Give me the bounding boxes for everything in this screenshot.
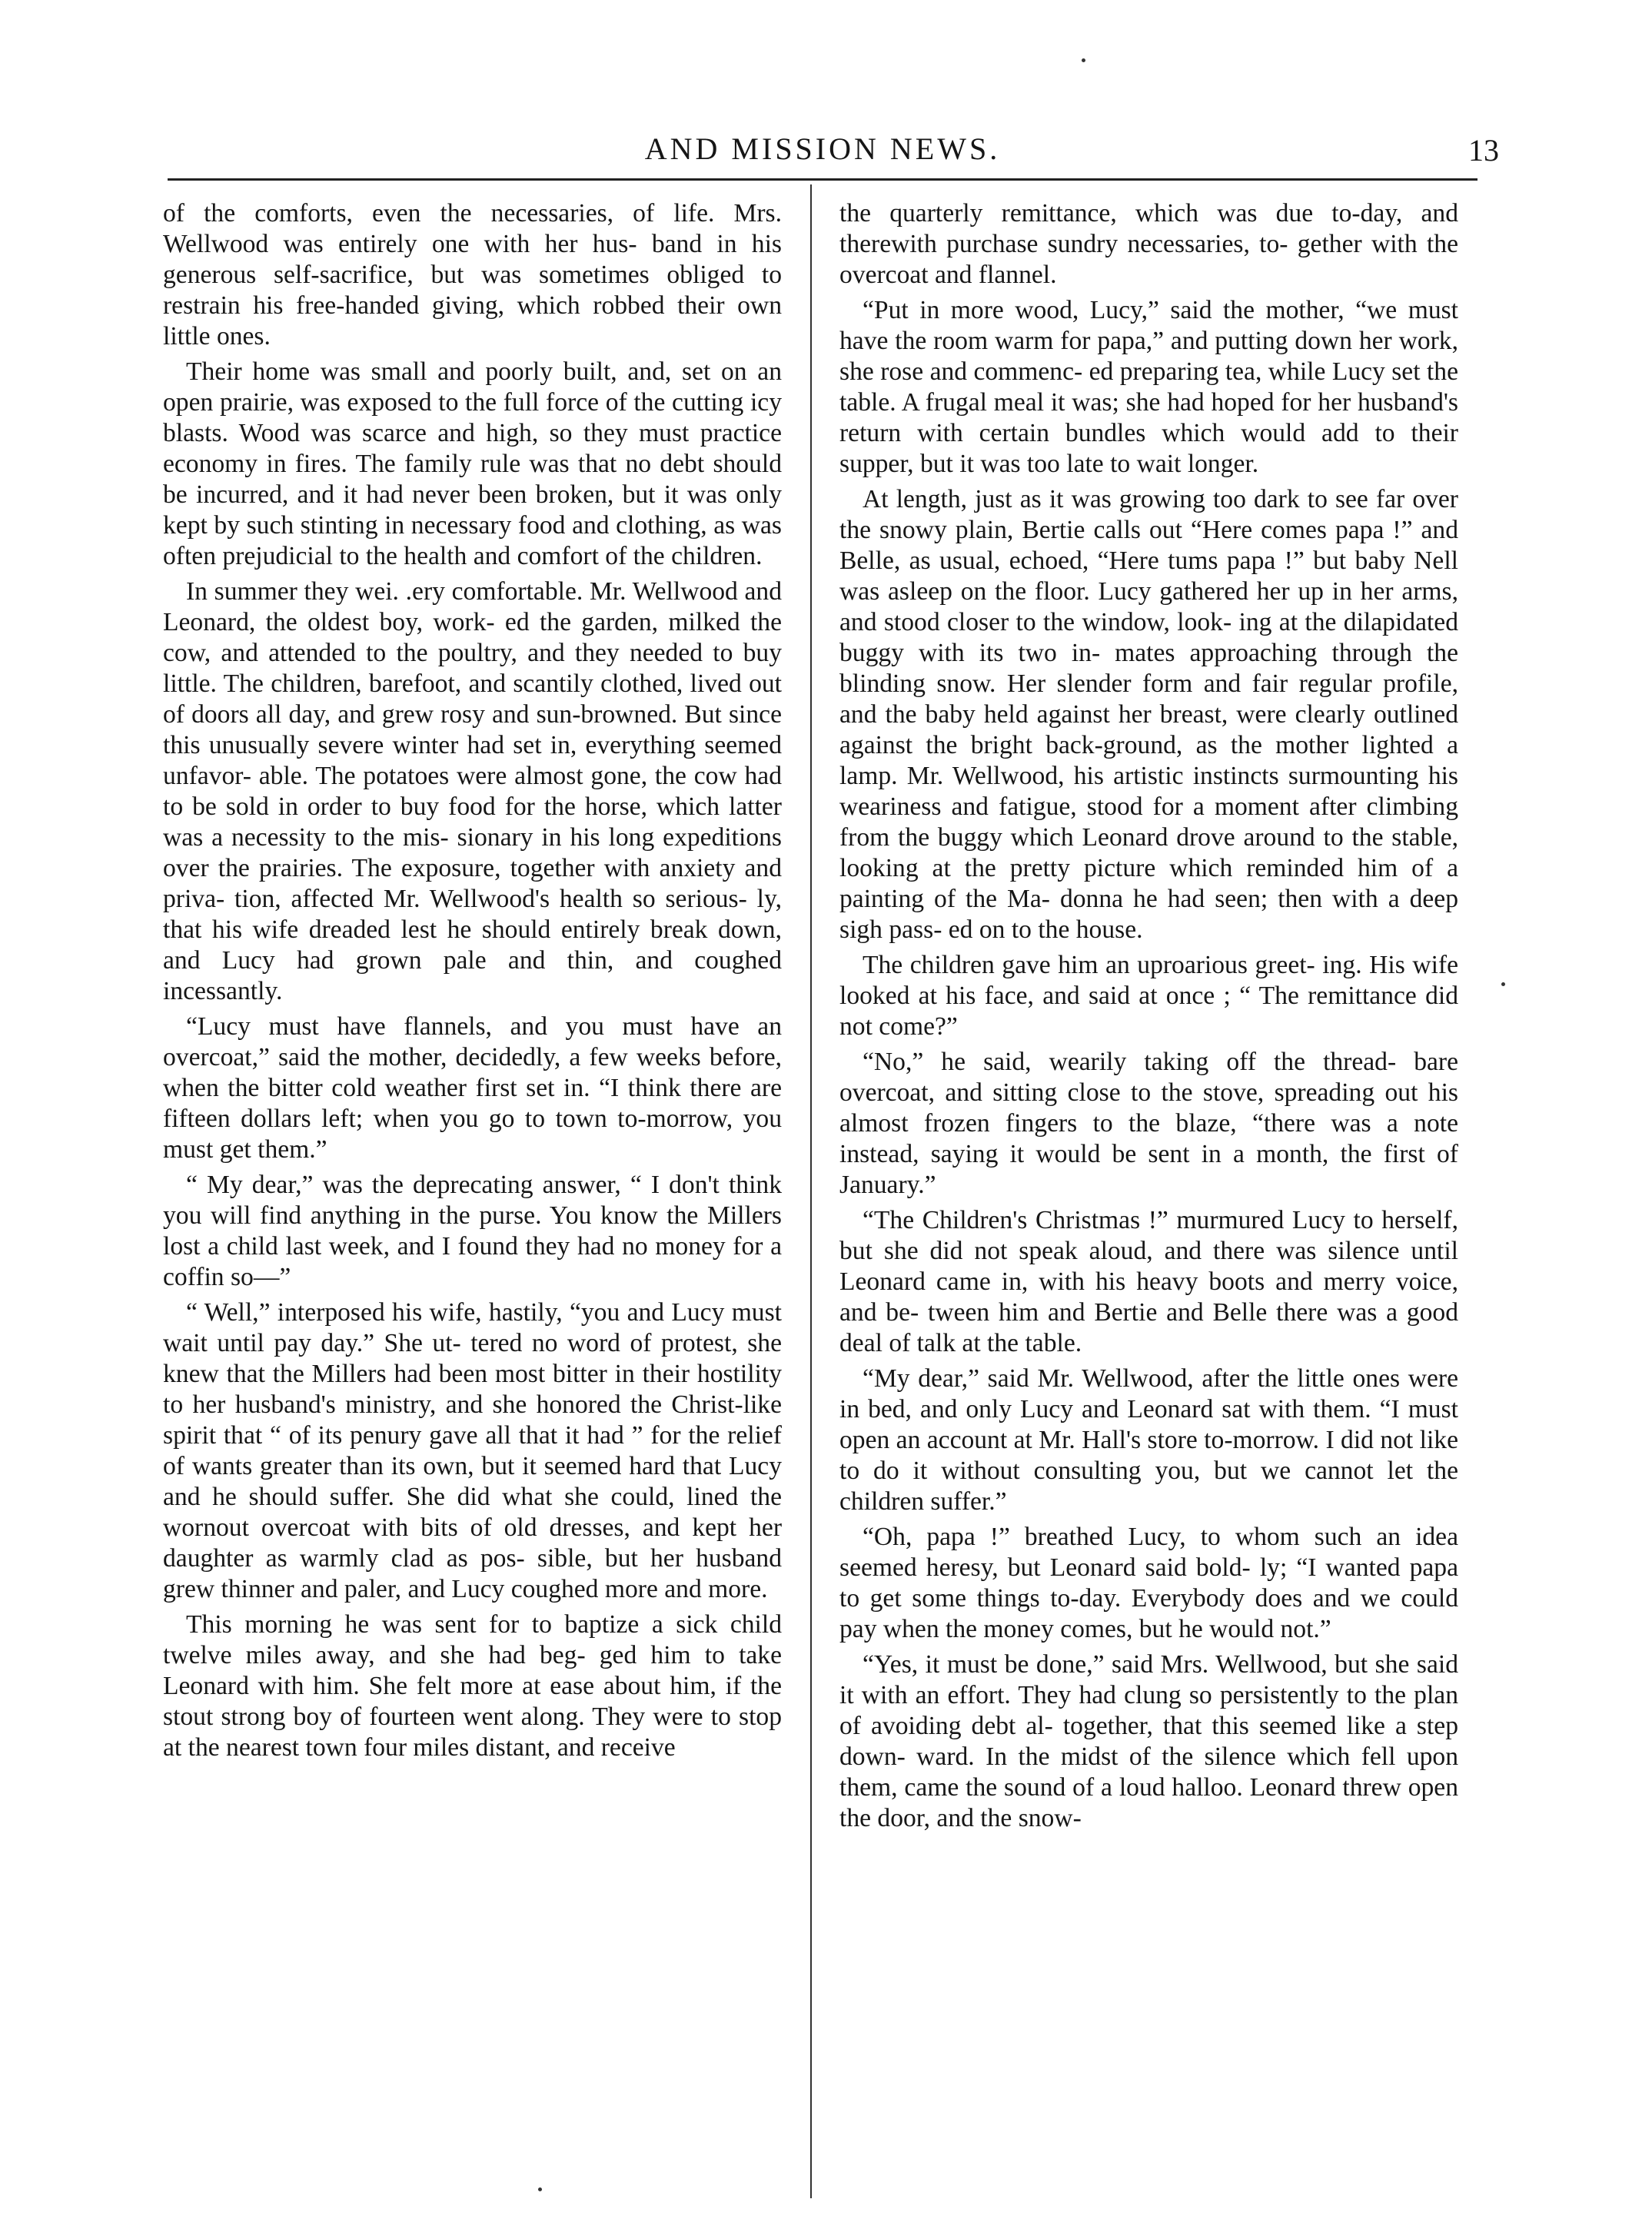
print-speck: [1082, 58, 1085, 62]
paragraph: In summer they wei. .ery comfortable. Mr. Wellwood and Leonard, the oldest boy, work- ed the garden, milked the cow, and attended to the poultry, and they needed to buy little. The children, barefoot, and scantily clothed, lived out of doors all day, and grew rosy and sun-browned. But since this unusually severe winter had set in, everything seemed unfavor- able. The potatoes were almost gone, the cow had to be sold in order to buy food for the horse, which latter was a necessity to the mis- sionary in his long expeditions over the prairies. The exposure, together with anxiety and priva- tion, affected Mr. Wellwood's health so serious- ly, that his wife dreaded lest he should entirely break down, and Lucy had grown pale and thin, and coughed incessantly.: [163, 577, 782, 1005]
header-title: AND MISSION NEWS.: [644, 131, 1001, 166]
paragraph: the quarterly remittance, which was due to-day, and therewith purchase sundry necessaries, to- gether with the overcoat and flannel.: [839, 199, 1458, 289]
paragraph: “Yes, it must be done,” said Mrs. Wellwood, but she said it with an effort. They had clung so persistently to the plan of avoiding debt al- together, that this seemed like a step down- ward. In the midst of the silence which fell upon them, came the sound of a loud halloo. Leonard threw open the door, and the snow-: [839, 1650, 1458, 1832]
header-rule: [168, 178, 1477, 181]
paragraph: “Oh, papa !” breathed Lucy, to whom such an idea seemed heresy, but Leonard said bold- ly; “I wanted papa to get some things to-day. Everybody does and we could pay when the money comes, but he would not.”: [839, 1523, 1458, 1643]
paragraph: “ Well,” interposed his wife, hastily, “you and Lucy must wait until pay day.” She ut- tered no word of protest, she knew that the Millers had been most bitter in their hostility to her husband's ministry, and she honored the Christ-like spirit that “ of its penury gave all that it had ” for the relief of wants greater than its own, but it seemed hard that Lucy and he should suffer. She did what she could, lined the wornout overcoat with bits of old dresses, and kept her daughter as warmly clad as pos- sible, but her husband grew thinner and paler, and Lucy coughed more and more.: [163, 1298, 782, 1603]
paragraph: “No,” he said, wearily taking off the thread- bare overcoat, and sitting close to the stove, spreading out his almost frozen fingers to the blaze, “there was a note instead, saying it would be sent in a month, the first of January.”: [839, 1048, 1458, 1199]
paragraph: This morning he was sent for to baptize a sick child twelve miles away, and she had beg- ged him to take Leonard with him. She felt more at ease about him, if the stout strong boy of fourteen went along. They were to stop at the nearest town four miles distant, and receive: [163, 1610, 782, 1762]
paragraph: of the comforts, even the necessaries, of life. Mrs. Wellwood was entirely one with her hus- band in his generous self-sacrifice, but was sometimes obliged to restrain his free-handed giving, which robbed their own little ones.: [163, 199, 782, 350]
paragraph: Their home was small and poorly built, and, set on an open prairie, was exposed to the full force of the cutting icy blasts. Wood was scarce and high, so they must practice economy in fires. The family rule was that no debt should be incurred, and it had never been broken, but it was only kept by such stinting in necessary food and clothing, as was often prejudicial to the health and comfort of the children.: [163, 357, 782, 570]
paragraph: The children gave him an uproarious greet- ing. His wife looked at his face, and said at once ; “ The remittance did not come?”: [839, 951, 1458, 1041]
paragraph: “My dear,” said Mr. Wellwood, after the little ones were in bed, and only Lucy and Leonard sat with them. “I must open an account at Mr. Hall's store to-morrow. I did not like to do it without consulting you, but we cannot let the children suffer.”: [839, 1364, 1458, 1516]
paragraph: “Lucy must have flannels, and you must have an overcoat,” said the mother, decidedly, a few weeks before, when the bitter cold weather first set in. “I think there are fifteen dollars left; when you go to town to-morrow, you must get them.”: [163, 1012, 782, 1164]
paragraph: “Put in more wood, Lucy,” said the mother, “we must have the room warm for papa,” and putting down her work, she rose and commenc- ed preparing tea, while Lucy set the table. A frugal meal it was; she had hoped for her husband's return with certain bundles which would add to their supper, but it was too late to wait longer.: [839, 296, 1458, 478]
paragraph: “ My dear,” was the deprecating answer, “ I don't think you will find anything in the purse. You know the Millers lost a child last week, and I found they had no money for a coffin so—”: [163, 1171, 782, 1291]
page-number: 13: [1468, 133, 1499, 168]
running-header: [169, 131, 1499, 184]
column-divider: [810, 184, 812, 2198]
left-column: [163, 198, 782, 2189]
paragraph: At length, just as it was growing too dark to see far over the snowy plain, Bertie calls out “Here comes papa !” and Belle, as usual, echoed, “Here tums papa !” but baby Nell was asleep on the floor. Lucy gathered her up in her arms, and stood closer to the window, look- ing at the dilapidated buggy with its two in- mates approaching through the blinding snow. Her slender form and fair regular profile, and the baby held against her breast, were clearly outlined against the bright back-ground, as the mother lighted a lamp. Mr. Wellwood, his artistic instincts surmounting his weariness and fatigue, stood for a moment after climbing from the buggy which Leonard drove around to the stable, looking at the pretty picture which reminded him of a painting of the Ma- donna he had seen; then with a deep sigh pass- ed on to the house.: [839, 485, 1458, 944]
right-column: [839, 198, 1458, 2189]
paragraph: “The Children's Christmas !” murmured Lucy to herself, but she did not speak aloud, and there was silence until Leonard came in, with his heavy boots and merry voice, and be- tween him and Bertie and Belle there was a good deal of talk at the table.: [839, 1206, 1458, 1357]
print-speck: [1501, 982, 1505, 986]
